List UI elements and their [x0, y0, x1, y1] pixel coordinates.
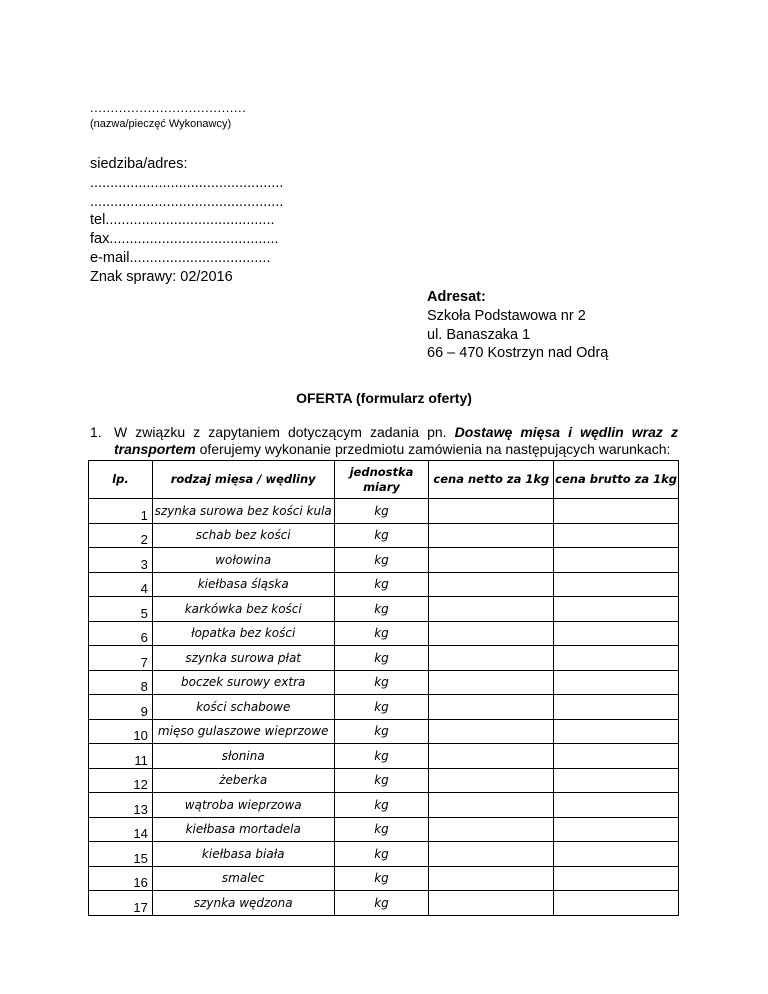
recipient-line-2: ul. Banaszaka 1 — [427, 326, 531, 343]
row-gross-price-field[interactable] — [554, 768, 679, 793]
row-lp: 2 — [89, 523, 153, 548]
table-row — [89, 499, 679, 524]
row-lp: 15 — [89, 842, 153, 867]
row-unit: kg — [334, 866, 429, 891]
table-row — [89, 548, 679, 573]
row-net-price-field[interactable] — [429, 744, 554, 769]
row-lp: 3 — [89, 548, 153, 573]
row-net-price-field[interactable] — [429, 548, 554, 573]
table-row — [89, 891, 679, 916]
table-row — [89, 572, 679, 597]
row-product-name: boczek surowy extra — [152, 670, 334, 695]
offer-table — [88, 460, 679, 916]
row-unit: kg — [334, 793, 429, 818]
table-row — [89, 523, 679, 548]
row-gross-price-field[interactable] — [554, 597, 679, 622]
row-net-price-field[interactable] — [429, 499, 554, 524]
row-net-price-field[interactable] — [429, 793, 554, 818]
table-row — [89, 719, 679, 744]
row-product-name: mięso gulaszowe wieprzowe — [152, 719, 334, 744]
table-row — [89, 817, 679, 842]
row-product-name: wołowina — [152, 548, 334, 573]
row-net-price-field[interactable] — [429, 670, 554, 695]
row-product-name: kiełbasa śląska — [152, 572, 334, 597]
row-product-name: szynka surowa płat — [152, 646, 334, 671]
row-lp: 17 — [89, 891, 153, 916]
case-number: Znak sprawy: 02/2016 — [90, 268, 233, 285]
row-unit: kg — [334, 499, 429, 524]
row-lp: 8 — [89, 670, 153, 695]
row-gross-price-field[interactable] — [554, 670, 679, 695]
sender-name-dots: ...................................... — [90, 100, 247, 115]
row-gross-price-field[interactable] — [554, 719, 679, 744]
row-product-name: karkówka bez kości — [152, 597, 334, 622]
row-gross-price-field[interactable] — [554, 744, 679, 769]
row-unit: kg — [334, 817, 429, 842]
recipient-line-3: 66 – 470 Kostrzyn nad Odrą — [427, 345, 609, 362]
header-unit: jednostka miary — [334, 461, 429, 499]
row-lp: 6 — [89, 621, 153, 646]
row-gross-price-field[interactable] — [554, 523, 679, 548]
row-gross-price-field[interactable] — [554, 548, 679, 573]
row-unit: kg — [334, 695, 429, 720]
recipient-block — [427, 288, 608, 363]
row-unit: kg — [334, 768, 429, 793]
table-row — [89, 768, 679, 793]
row-unit: kg — [334, 572, 429, 597]
row-gross-price-field[interactable] — [554, 891, 679, 916]
row-net-price-field[interactable] — [429, 891, 554, 916]
row-lp: 11 — [89, 744, 153, 769]
sender-block — [90, 100, 390, 287]
row-net-price-field[interactable] — [429, 597, 554, 622]
row-gross-price-field[interactable] — [554, 499, 679, 524]
paragraph-emphasis: Dostawę mięsa i wędlin wraz z transportem — [114, 424, 678, 457]
row-unit: kg — [334, 744, 429, 769]
row-gross-price-field[interactable] — [554, 695, 679, 720]
row-product-name: kości schabowe — [152, 695, 334, 720]
row-net-price-field[interactable] — [429, 621, 554, 646]
table-header-row — [89, 461, 679, 499]
table-row — [89, 866, 679, 891]
header-lp: lp. — [89, 461, 153, 499]
paragraph-number: 1. — [90, 424, 102, 440]
row-gross-price-field[interactable] — [554, 866, 679, 891]
row-product-name: smalec — [152, 866, 334, 891]
email-line: e-mail................................... — [90, 249, 271, 266]
header-net-price: cena netto za 1kg — [429, 461, 554, 499]
row-product-name: szynka wędzona — [152, 891, 334, 916]
row-product-name: słonina — [152, 744, 334, 769]
row-unit: kg — [334, 548, 429, 573]
table-row — [89, 744, 679, 769]
row-lp: 14 — [89, 817, 153, 842]
recipient-label: Adresat: — [427, 289, 486, 305]
address-line-1: ................................................ — [90, 174, 284, 191]
table-row — [89, 621, 679, 646]
row-net-price-field[interactable] — [429, 768, 554, 793]
row-lp: 1 — [89, 499, 153, 524]
row-net-price-field[interactable] — [429, 523, 554, 548]
row-net-price-field[interactable] — [429, 646, 554, 671]
row-unit: kg — [334, 719, 429, 744]
table-row — [89, 842, 679, 867]
row-lp: 4 — [89, 572, 153, 597]
row-gross-price-field[interactable] — [554, 842, 679, 867]
row-unit: kg — [334, 597, 429, 622]
row-gross-price-field[interactable] — [554, 621, 679, 646]
row-net-price-field[interactable] — [429, 719, 554, 744]
paragraph-text — [114, 424, 678, 458]
recipient-line-1: Szkoła Podstawowa nr 2 — [427, 307, 586, 324]
table-row — [89, 695, 679, 720]
row-unit: kg — [334, 621, 429, 646]
row-unit: kg — [334, 891, 429, 916]
row-gross-price-field[interactable] — [554, 817, 679, 842]
table-row — [89, 597, 679, 622]
row-net-price-field[interactable] — [429, 842, 554, 867]
paragraph-text-after: oferujemy wykonanie przedmiotu zamówienia na następujących warunkach: — [195, 441, 671, 457]
row-lp: 5 — [89, 597, 153, 622]
offer-table-body — [89, 499, 679, 916]
row-unit: kg — [334, 670, 429, 695]
row-product-name: wątroba wieprzowa — [152, 793, 334, 818]
row-product-name: szynka surowa bez kości kula — [152, 499, 334, 524]
row-unit: kg — [334, 842, 429, 867]
sender-address — [90, 155, 390, 287]
row-unit: kg — [334, 523, 429, 548]
sender-caption: (nazwa/pieczęć Wykonawcy) — [90, 118, 232, 130]
paragraph-text-before: W związku z zapytaniem dotyczącym zadania pn. — [114, 424, 455, 440]
row-net-price-field[interactable] — [429, 866, 554, 891]
row-lp: 10 — [89, 719, 153, 744]
table-row — [89, 793, 679, 818]
tel-line: tel.......................................... — [90, 212, 275, 229]
row-gross-price-field[interactable] — [554, 793, 679, 818]
fax-line: fax.......................................... — [90, 231, 279, 248]
header-name: rodzaj mięsa / wędliny — [152, 461, 334, 499]
address-line-2: ................................................ — [90, 193, 284, 210]
row-product-name: żeberka — [152, 768, 334, 793]
row-product-name: schab bez kości — [152, 523, 334, 548]
row-product-name: kiełbasa biała — [152, 842, 334, 867]
row-lp: 9 — [89, 695, 153, 720]
row-net-price-field[interactable] — [429, 572, 554, 597]
table-row — [89, 646, 679, 671]
row-lp: 16 — [89, 866, 153, 891]
page-title: OFERTA (formularz oferty) — [296, 390, 472, 406]
row-gross-price-field[interactable] — [554, 572, 679, 597]
row-gross-price-field[interactable] — [554, 646, 679, 671]
row-lp: 13 — [89, 793, 153, 818]
row-lp: 7 — [89, 646, 153, 671]
row-product-name: kiełbasa mortadela — [152, 817, 334, 842]
row-net-price-field[interactable] — [429, 695, 554, 720]
header-gross-price: cena brutto za 1kg — [554, 461, 679, 499]
address-label: siedziba/adres: — [90, 156, 188, 172]
row-unit: kg — [334, 646, 429, 671]
row-lp: 12 — [89, 768, 153, 793]
row-net-price-field[interactable] — [429, 817, 554, 842]
table-row — [89, 670, 679, 695]
offer-paragraph — [90, 424, 678, 458]
row-product-name: łopatka bez kości — [152, 621, 334, 646]
